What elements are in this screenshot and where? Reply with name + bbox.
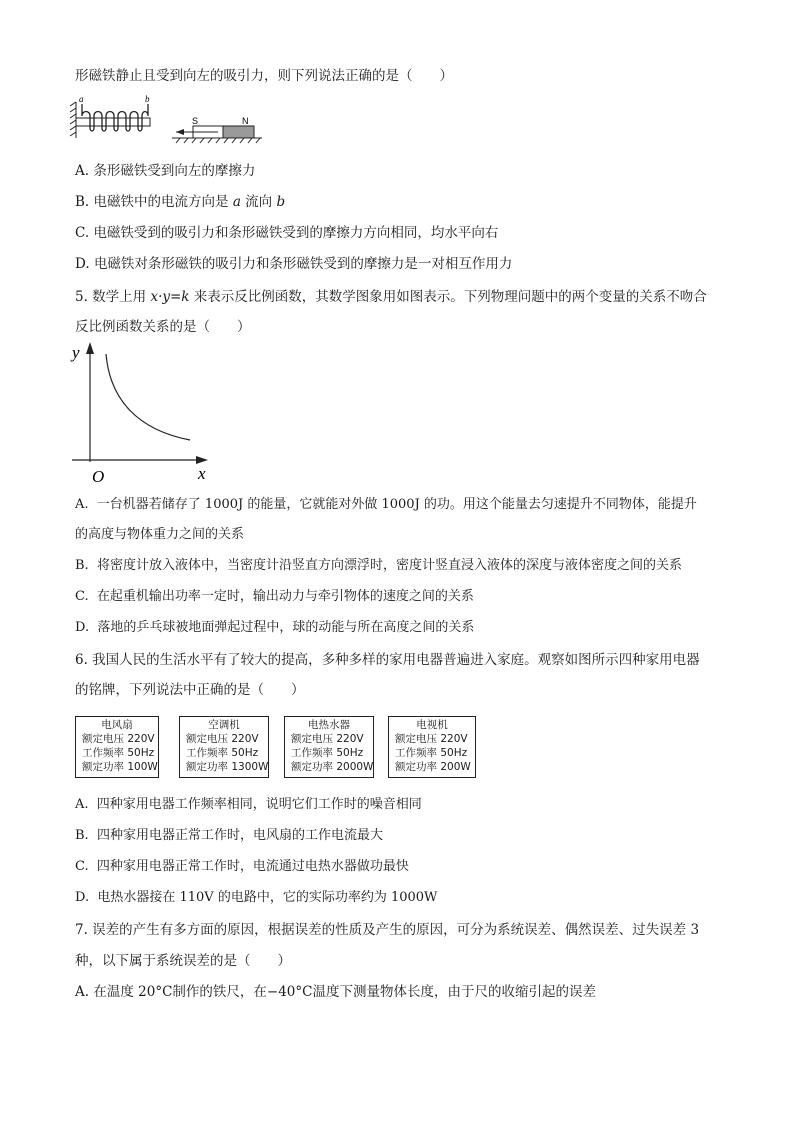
force-arrow-head (176, 129, 184, 135)
magnet-n-half (223, 126, 254, 138)
label-b: b (145, 94, 150, 104)
hyperbola-curve (106, 354, 190, 440)
q5-stem-line2: 反比例函数关系的是（ ） (75, 319, 251, 335)
nameplate-fan: 电风扇 额定电压 220V 工作频率 50Hz 额定功率 100W (75, 716, 159, 778)
q5-formula: x·y=k (150, 289, 190, 305)
q4-option-d[interactable]: D. 电磁铁对条形磁铁的吸引力和条形磁铁受到的摩擦力是一对相互作用力 (75, 256, 513, 272)
x-label: x (198, 464, 206, 483)
q6-option-a[interactable]: A. 四种家用电器工作频率相同，说明它们工作时的噪音相同 (75, 797, 422, 812)
q7-stem-line1: 7. 误差的产生有多方面的原因，根据误差的性质及产生的原因，可分为系统误差、偶然误差、过失误差 3 (75, 922, 700, 938)
origin-label: O (92, 467, 105, 486)
inverse-proportion-graph (66, 340, 226, 488)
q6-stem-line1: 6. 我国人民的生活水平有了较大的提高，多种多样的家用电器普遍进入家庭。观察如图所示四种家用电器 (75, 652, 700, 668)
electromagnet-figure (66, 94, 266, 144)
q6-stem-line2: 的铭牌，下列说法中正确的是（ ） (75, 682, 305, 698)
x-axis-arrow (196, 456, 208, 464)
q6-option-c[interactable]: C. 四种家用电器正常工作时，电流通过电热水器做功最快 (75, 859, 409, 874)
label-s: S (192, 116, 199, 126)
y-label: y (72, 343, 80, 362)
q7-stem-line2: 种，以下属于系统误差的是（ ） (75, 953, 291, 969)
q4-option-a[interactable]: A. 条形磁铁受到向左的摩擦力 (75, 163, 256, 179)
ground-hatch (172, 138, 262, 143)
nameplate-air-conditioner: 空调机 额定电压 220V 工作频率 50Hz 额定功率 1300W (179, 716, 269, 778)
q5-option-a-cont: 的高度与物体重力之间的关系 (75, 527, 245, 542)
q4-option-b[interactable]: B. 电磁铁中的电流方向是 a 流向 b (75, 194, 286, 210)
q5-option-a[interactable]: A. 一台机器若储存了 1000J 的能量，它就能对外做 1000J 的功。用这个能量去匀速提升不同物体，能提升 (75, 497, 697, 512)
q6-option-d[interactable]: D. 电热水器接在 110V 的电路中，它的实际功率约为 1000W (75, 890, 438, 905)
q4-stem: 形磁铁静止且受到向左的吸引力，则下列说法正确的是（ ） (75, 68, 453, 84)
wall-hatch (70, 102, 76, 138)
q5-stem-line1: 5. 数学上用 x·y=k 来表示反比例函数，其数学图象用如图表示。下列物理问题中的两个变量的关系不吻合 (75, 289, 707, 305)
nameplate-water-heater: 电热水器 额定电压 220V 工作频率 50Hz 额定功率 2000W (284, 716, 374, 778)
q4-option-c[interactable]: C. 电磁铁受到的吸引力和条形磁铁受到的摩擦力方向相同，均水平向右 (75, 225, 499, 241)
q5-option-b[interactable]: B. 将密度计放入液体中，当密度计沿竖直方向漂浮时，密度计竖直浸入液体的深度与液体密度之间的关系 (75, 558, 682, 573)
q7-option-a[interactable]: A. 在温度 20°C制作的铁尺，在−40°C温度下测量物体长度，由于尺的收缩引起的误差 (75, 984, 596, 1000)
q6-option-b[interactable]: B. 四种家用电器正常工作时，电风扇的工作电流最大 (75, 828, 383, 843)
label-n: N (242, 116, 249, 126)
y-axis-arrow (86, 342, 94, 354)
iron-core (76, 118, 150, 126)
q5-option-c[interactable]: C. 在起重机输出功率一定时，输出动力与牵引物体的速度之间的关系 (75, 589, 474, 604)
nameplate-television: 电视机 额定电压 220V 工作频率 50Hz 额定功率 200W (388, 716, 476, 778)
label-a: a (79, 94, 84, 104)
q5-option-d[interactable]: D. 落地的乒乓球被地面弹起过程中，球的动能与所在高度之间的关系 (75, 620, 475, 635)
